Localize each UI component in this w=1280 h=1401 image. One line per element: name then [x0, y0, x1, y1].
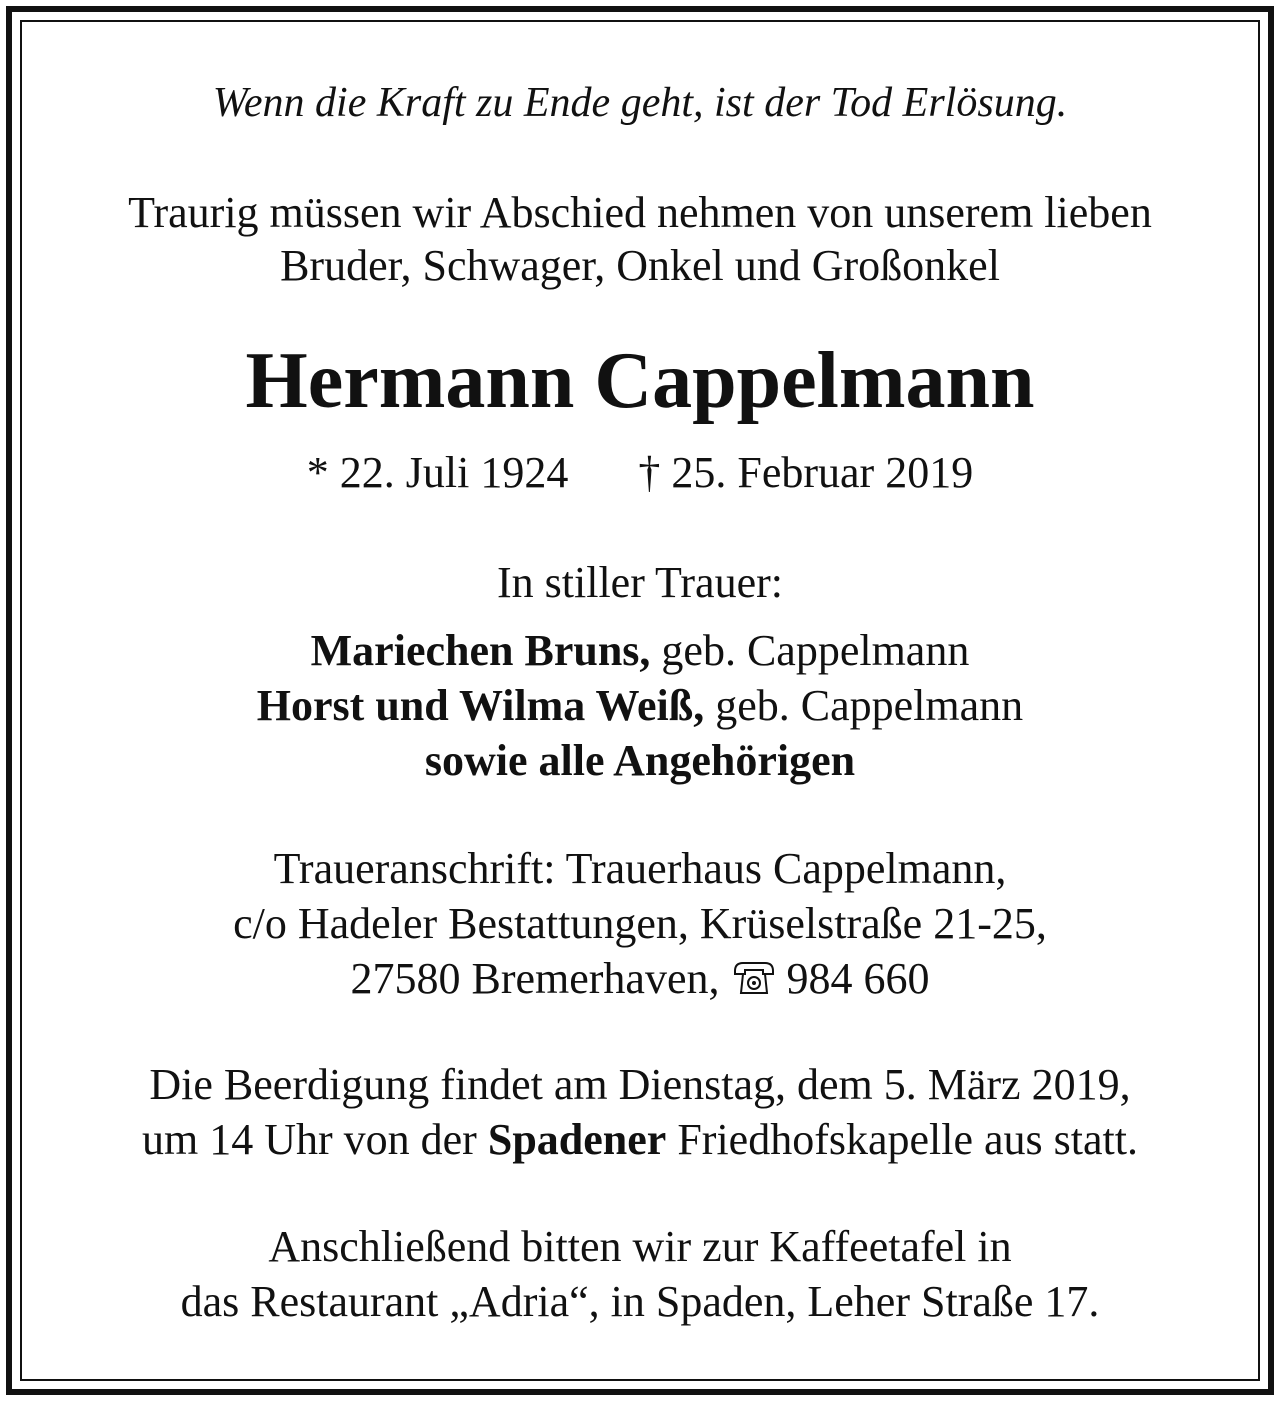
funeral-line-2 [22, 1113, 1258, 1167]
reception-line-2: das Restaurant „Adria“, in Spaden, Leher Straße 17. [180, 1277, 1100, 1326]
motto: Wenn die Kraft zu Ende geht, ist der Tod Erlösung. [212, 80, 1068, 126]
telephone-icon [731, 959, 777, 997]
mourners-closing: sowie alle Angehörigen [424, 736, 856, 785]
intro-line-1: Traurig müssen wir Abschied nehmen von unserem lieben [128, 188, 1152, 237]
mourner-note: geb. Cappelmann [715, 681, 1024, 730]
funeral-location-bold: Spadener [487, 1115, 667, 1164]
death-date: † 25. Februar 2019 [638, 448, 974, 497]
mourner-note: geb. Cappelmann [661, 626, 970, 675]
funeral-line-1: Die Beerdigung findet am Dienstag, dem 5. März 2019, [149, 1060, 1131, 1109]
birth-date: * 22. Juli 1924 [306, 448, 569, 497]
life-dates [22, 446, 1258, 500]
address-city: 27580 Bremerhaven, [350, 954, 720, 1003]
reception-line-1: Anschließend bitten wir zur Kaffeetafel in [268, 1222, 1012, 1271]
mourner-row [22, 624, 1258, 678]
address-line-1: Traueranschrift: Trauerhaus Cappelmann, [273, 844, 1007, 893]
mourners-heading: In stiller Trauer: [497, 558, 783, 607]
deceased-name: Hermann Cappelmann [245, 337, 1035, 425]
mourner-name: Mariechen Bruns, [310, 626, 651, 675]
funeral-text-before: um 14 Uhr von der [142, 1115, 477, 1164]
funeral-text-after: Friedhofskapelle aus statt. [677, 1115, 1138, 1164]
phone-number: 984 660 [786, 954, 930, 1003]
address-line-3 [22, 952, 1258, 1006]
mourner-name: Horst und Wilma Weiß, [256, 681, 705, 730]
intro-line-2: Bruder, Schwager, Onkel und Großonkel [280, 241, 1000, 290]
mourner-row [22, 679, 1258, 733]
address-line-2: c/o Hadeler Bestattungen, Krüselstraße 21-25, [233, 899, 1047, 948]
